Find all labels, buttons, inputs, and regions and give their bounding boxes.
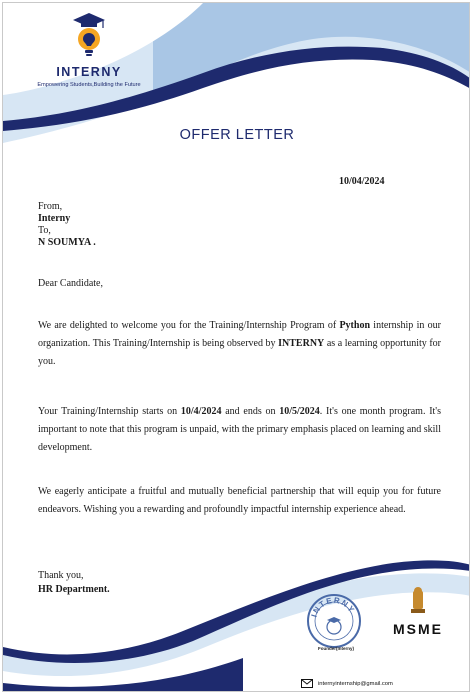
recipient-name: N SOUMYA . (38, 237, 96, 248)
brand-name: INTERNY (56, 65, 122, 79)
salutation: Dear Candidate, (38, 278, 103, 289)
msme-text: MSME (393, 621, 443, 637)
department-name: HR Department. (38, 584, 110, 595)
graduation-bulb-icon (69, 11, 109, 61)
letter-date: 10/04/2024 (339, 176, 385, 187)
emblem-icon (393, 587, 443, 617)
sender-name: Interny (38, 213, 71, 224)
to-label: To, (38, 225, 51, 236)
mail-icon (301, 679, 313, 688)
paragraph-closing: We eagerly anticipate a fruitful and mutually beneficial partnership that will equip you for future endeavors. Wishing you a rewarding and profoundly impactful internship experience ahead. (38, 486, 441, 515)
company-stamp (306, 593, 362, 649)
contact-email[interactable]: internyinternship@gmail.com (318, 680, 393, 687)
offer-letter-page (2, 2, 470, 692)
address-block (38, 201, 96, 249)
founder-caption: Founder(Interny) (318, 646, 354, 651)
msme-logo (393, 587, 443, 636)
footer-contact (301, 679, 393, 688)
thanks-text: Thank you, (38, 570, 84, 581)
paragraph-welcome: We are delighted to welcome you for the Training/Internship Program of Python internship in our organization. This Training/Internship is being observed by INTERNY as a learning opportunity for you. (38, 320, 442, 367)
interny-logo (9, 11, 169, 88)
from-label: From, (38, 201, 63, 212)
paragraph-dates: Your Training/Internship starts on 10/4/2024 and ends on 10/5/2024. It's one month program. It's important to note that this program is unpaid, with the primary emphasis placed on learning and skill development. (38, 406, 441, 453)
svg-text:INTERNY: INTERNY (309, 595, 357, 619)
page-title: OFFER LETTER (179, 127, 295, 143)
brand-tagline: Empowering Students,Building the Future (37, 82, 141, 88)
